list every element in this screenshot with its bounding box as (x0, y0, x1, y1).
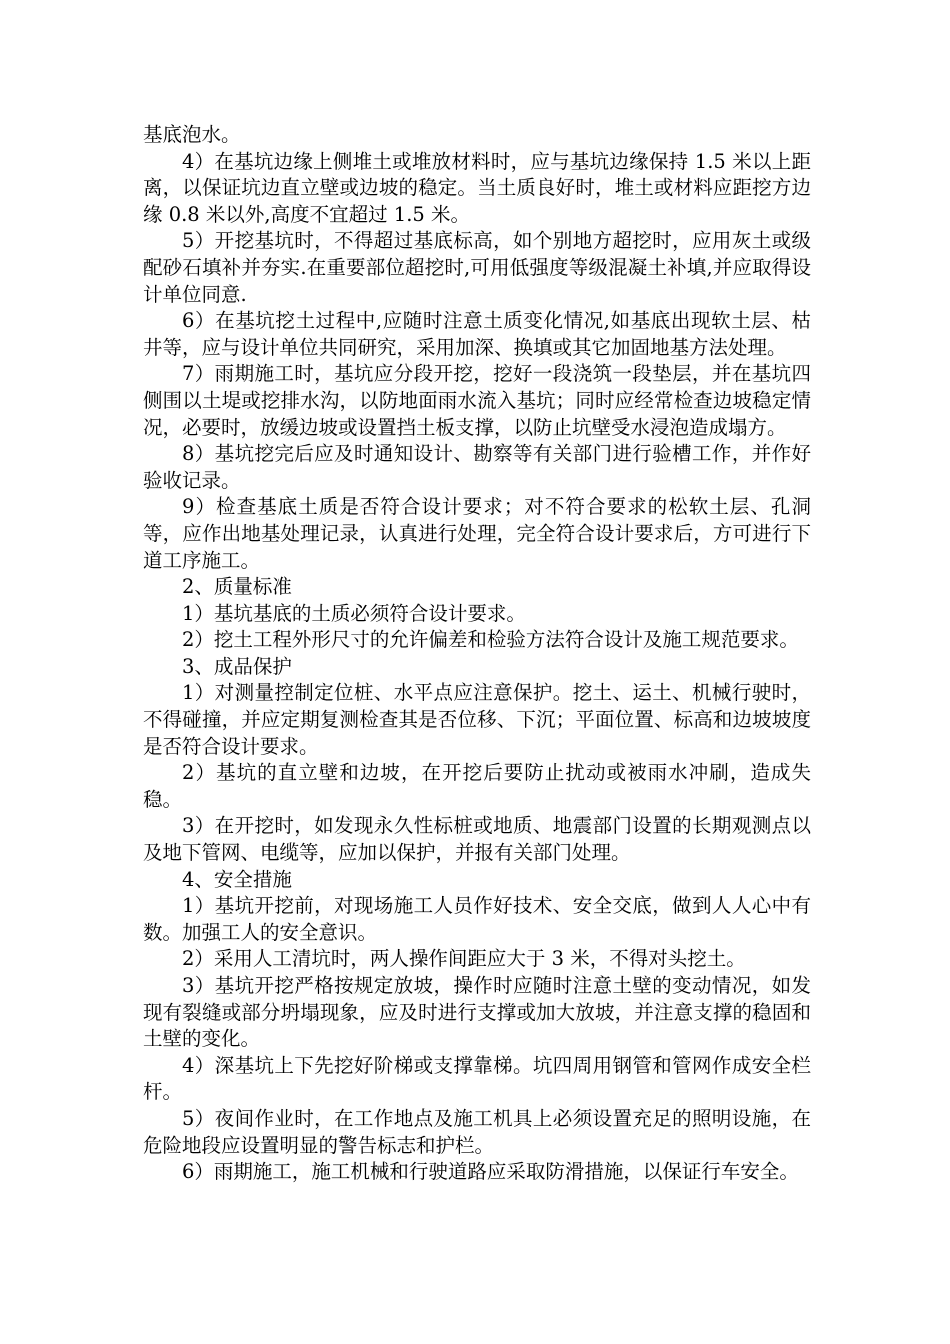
paragraph-safety-2: 2）采用人工清坑时，两人操作间距应大于 3 米，不得对头挖土。 (182, 947, 746, 971)
document-body (143, 122, 811, 1186)
section-heading-safety: 4、安全措施 (182, 867, 292, 891)
paragraph-protection-3: 3）在开挖时，如发现永久性标桩或地质、地震部门设置的长期观测点以及地下管网、电缆等，应加以保护，并报有关部门处理。 (143, 814, 811, 865)
section-heading-quality: 2、质量标准 (182, 575, 292, 599)
paragraph-item-8: 8）基坑挖完后应及时通知设计、勘察等有关部门进行验槽工作，并作好验收记录。 (143, 442, 811, 492)
paragraph-item-5: 5）开挖基坑时，不得超过基底标高，如个别地方超挖时，应用灰土或级配砂石填补并夯实.在重要部位超挖时,可用低强度等级混凝土补填,并应取得设计单位同意. (143, 229, 811, 306)
paragraph-item-4: 4）在基坑边缘上侧堆土或堆放材料时，应与基坑边缘保持 1.5 米以上距离，以保证坑边直立壁或边坡的稳定。当土质良好时，堆土或材料应距挖方边缘 0.8 米以外,高度不宜超过 1.5 米。 (143, 149, 811, 226)
paragraph-item-7: 7）雨期施工时，基坑应分段开挖，挖好一段浇筑一段垫层，并在基坑四侧围以土堤或挖排水沟，以防地面雨水流入基坑；同时应经常检查边坡稳定情况，必要时，放缓边坡或设置挡土板支撑，以防止坑壁受水浸泡造成塌方。 (143, 362, 811, 439)
paragraph-quality-1: 1）基坑基底的土质必须符合设计要求。 (182, 601, 526, 625)
paragraph-protection-2: 2）基坑的直立壁和边坡，在开挖后要防止扰动或被雨水冲刷，造成失稳。 (143, 761, 811, 811)
paragraph-safety-4: 4）深基坑上下先挖好阶梯或支撑靠梯。坑四周用钢管和管网作成安全栏杆。 (143, 1053, 811, 1104)
paragraph-safety-1: 1）基坑开挖前，对现场施工人员作好技术、安全交底，做到人人心中有数。加强工人的安全意识。 (143, 894, 811, 944)
paragraph-protection-1: 1）对测量控制定位桩、水平点应注意保护。挖土、运土、机械行驶时，不得碰撞，并应定期复测检查其是否位移、下沉；平面位置、标高和边坡坡度是否符合设计要求。 (143, 681, 811, 758)
paragraph-safety-5: 5）夜间作业时，在工作地点及施工机具上必须设置充足的照明设施，在危险地段应设置明显的警告标志和护栏。 (143, 1106, 811, 1157)
paragraph-safety-3: 3）基坑开挖严格按规定放坡，操作时应随时注意土壁的变动情况，如发现有裂缝或部分坍塌现象，应及时进行支撑或加大放坡，并注意支撑的稳固和土壁的变化。 (143, 974, 811, 1051)
paragraph-item-9: 9）检查基底土质是否符合设计要求；对不符合要求的松软土层、孔洞等，应作出地基处理记录，认真进行处理，完全符合设计要求后，方可进行下道工序施工。 (143, 495, 811, 572)
paragraph-quality-2: 2）挖土工程外形尺寸的允许偏差和检验方法符合设计及施工规范要求。 (182, 628, 799, 652)
paragraph-item-6: 6）在基坑挖土过程中,应随时注意土质变化情况,如基底出现软土层、枯井等，应与设计单位共同研究，采用加深、换填或其它加固地基方法处理。 (143, 309, 811, 359)
paragraph-safety-6: 6）雨期施工，施工机械和行驶道路应采取防滑措施，以保证行车安全。 (182, 1160, 799, 1184)
section-heading-protection: 3、成品保护 (182, 654, 292, 678)
paragraph-continuation: 基底泡水。 (143, 123, 241, 146)
